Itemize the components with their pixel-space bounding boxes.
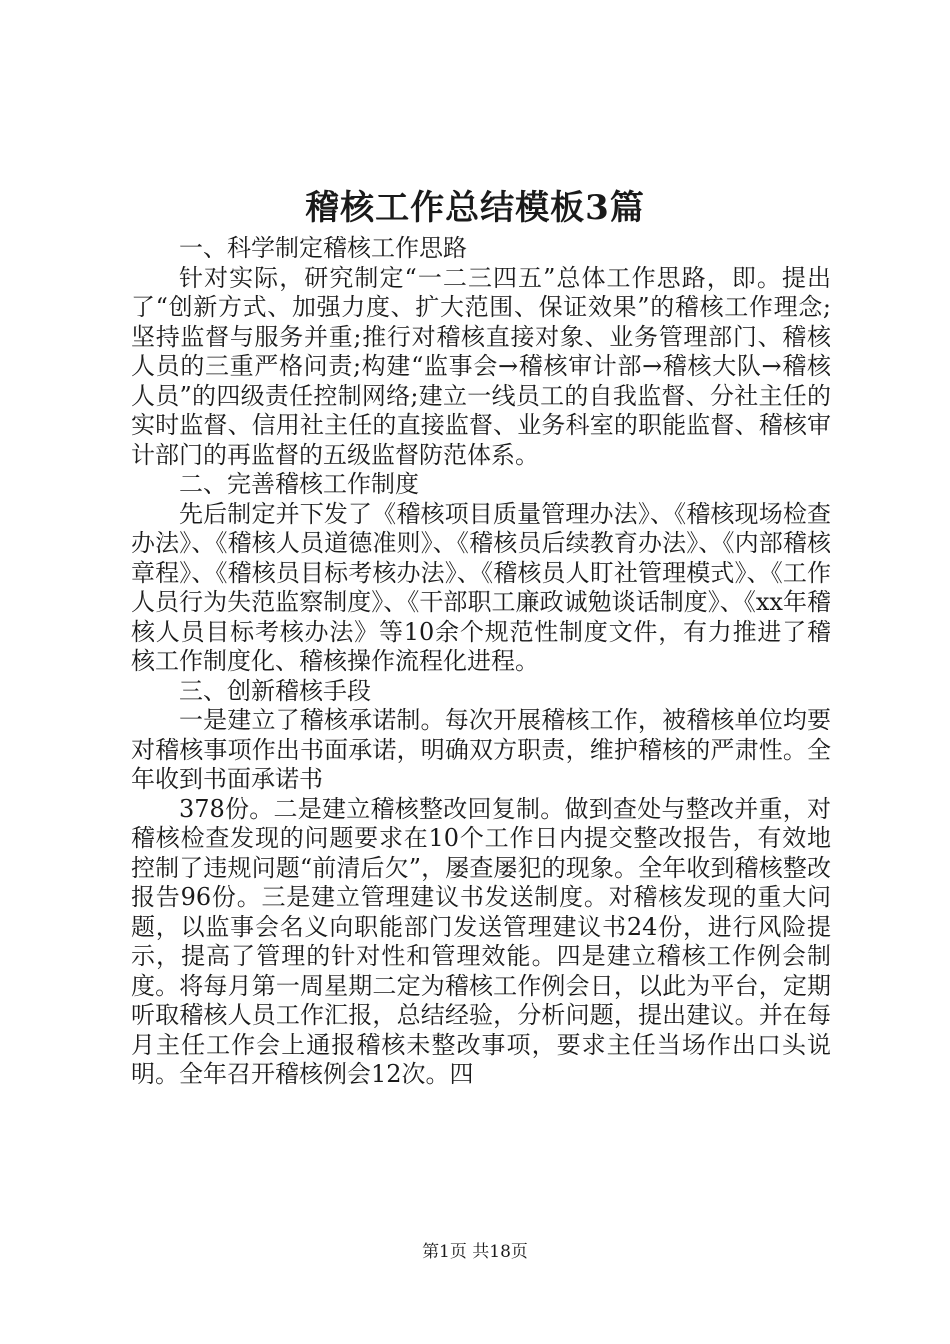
section-1-paragraph-1: 针对实际，研究制定“一二三四五”总体工作思路，即。提出了“创新方式、加强力度、扩大范围、保证效果”的稽核工作理念;坚持监督与服务并重;推行对稽核直接对象、业务管理部门、稽核人员的三重严格问责;构建“监事会→稽核审计部→稽核大队→稽核人员”的四级责任控制网络;建立一线员工的自我监督、分社主任的实时监督、信用社主任的直接监督、业务科室的职能监督、稽核审计部门的再监督的五级监督防范体系。 bbox=[131, 263, 831, 469]
document-body bbox=[131, 234, 831, 1090]
document-title: 稽核工作总结模板3篇 bbox=[305, 188, 645, 228]
section-2-paragraph-1: 先后制定并下发了《稽核项目质量管理办法》、《稽核现场检查办法》、《稽核人员道德准则》、《稽核员后续教育办法》、《内部稽核章程》、《稽核员目标考核办法》、《稽核员人盯社管理模式》、《工作人员行为失范监察制度》、《干部职工廉政诚勉谈话制度》、《xx年稽核人员目标考核办法》等10余个规范性制度文件，有力推进了稽核工作制度化、稽核操作流程化进程。 bbox=[131, 499, 831, 675]
section-heading-1: 一、科学制定稽核工作思路 bbox=[179, 234, 467, 262]
page-footer: 第1页 共18页 bbox=[422, 1242, 528, 1262]
section-3-paragraph-1: 一是建立了稽核承诺制。每次开展稽核工作，被稽核单位均要对稽核事项作出书面承诺，明确双方职责，维护稽核的严肃性。全年收到书面承诺书 bbox=[131, 706, 831, 793]
section-heading-2: 二、完善稽核工作制度 bbox=[179, 470, 419, 498]
section-heading-3: 三、创新稽核手段 bbox=[179, 676, 371, 705]
section-3-paragraph-2: 378份。二是建立稽核整改回复制。做到查处与整改并重，对稽核检查发现的问题要求在10个工作日内提交整改报告，有效地控制了违规问题“前清后欠”，屡查屡犯的现象。全年收到稽核整改报告96份。三是建立管理建议书发送制度。对稽核发现的重大问题，以监事会名义向职能部门发送管理建议书24份，进行风险提示，提高了管理的针对性和管理效能。四是建立稽核工作例会制度。将每月第一周星期二定为稽核工作例会日，以此为平台，定期听取稽核人员工作汇报，总结经验，分析问题，提出建议。并在每月主任工作会上通报稽核未整改事项，要求主任当场作出口头说明。全年召开稽核例会12次。四 bbox=[131, 794, 831, 1088]
